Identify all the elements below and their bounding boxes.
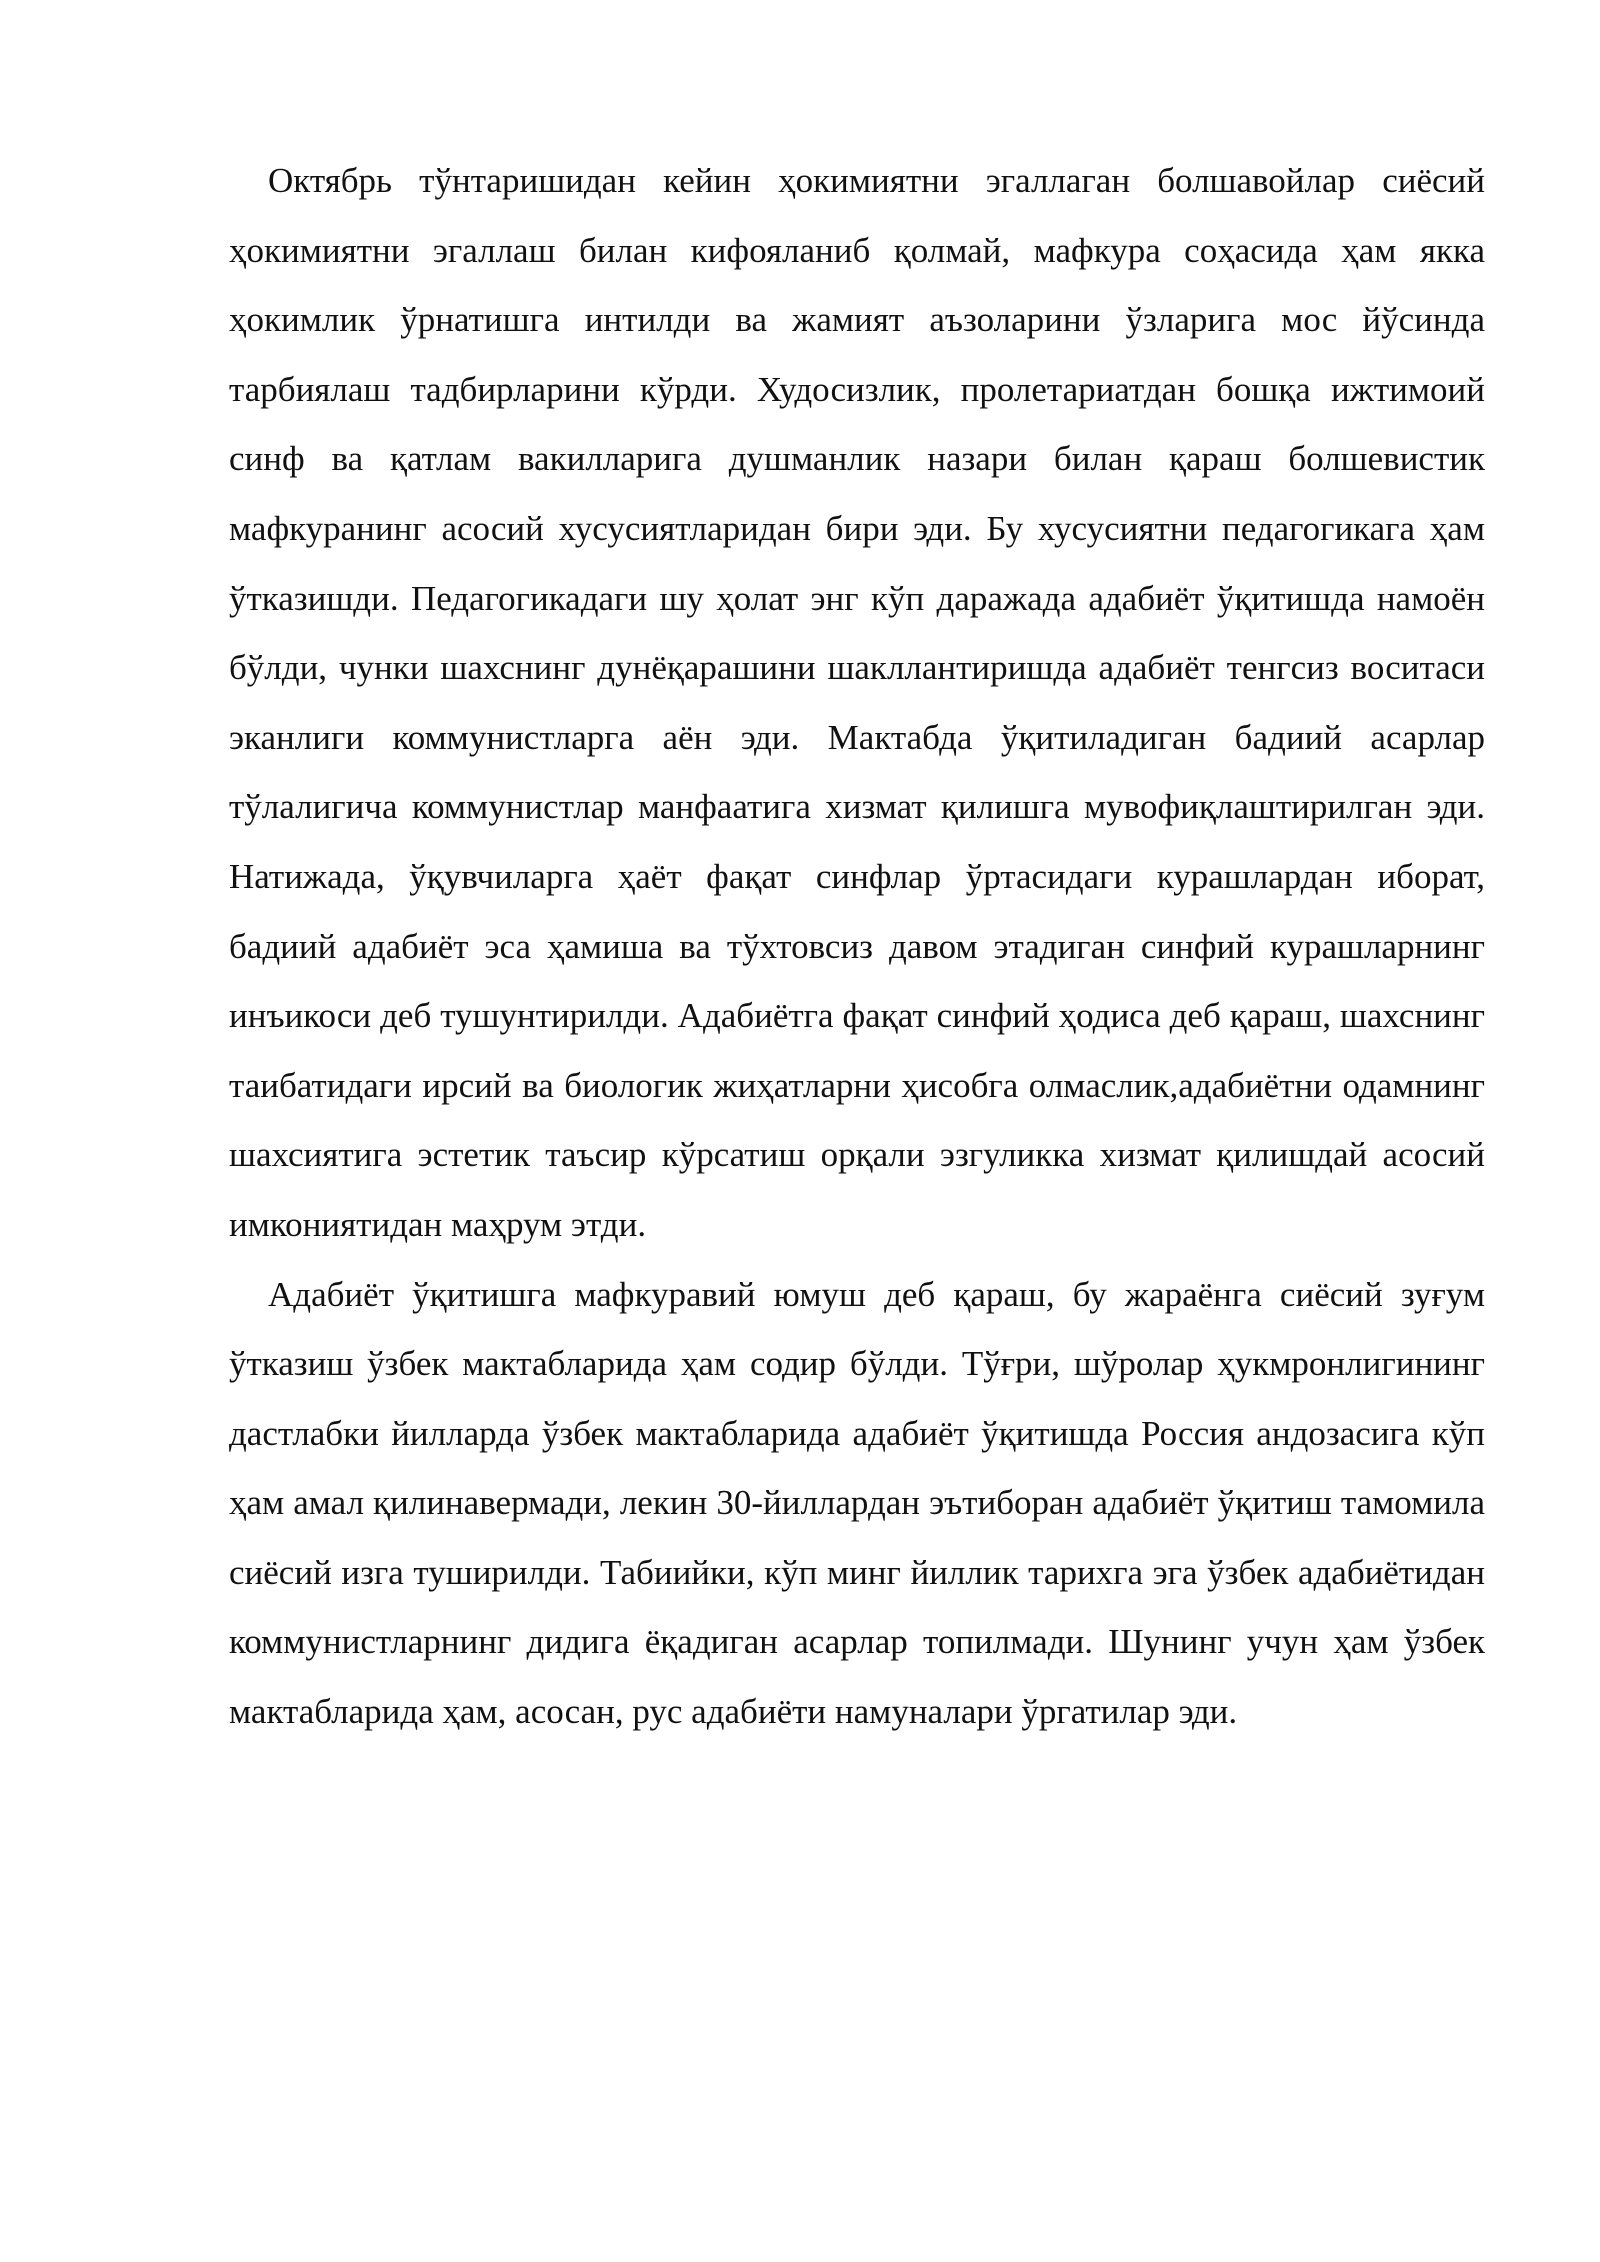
paragraph-1: Октябрь тўнтаришидан кейин ҳокимиятни эгаллаган болшавойлар сиёсий ҳокимиятни эгаллаш билан кифояланиб қолмай, мафкура соҳасида ҳам якка ҳокимлик ўрнатишга интилди ва жамият аъзоларини ўзларига мос йўсинда тарбиялаш тадбирларини кўрди. Худосизлик, пролетариатдан бошқа ижтимоий синф ва қатлам вакилларига душманлик назари билан қараш болшевистик мафкуранинг асосий хусусиятларидан бири эди. Бу хусусиятни педагогикага ҳам ўтказишди. Педагогикадаги шу ҳолат энг кўп даражада адабиёт ўқитишда намоён бўлди, чунки шахснинг дунёқарашини шакллантиришда адабиёт тенгсиз воситаси эканлиги коммунистларга аён эди. Мактабда ўқитиладиган бадиий асарлар тўлалигича коммунистлар манфаатига хизмат қилишга мувофиқлаштирилган эди. Натижада, ўқувчиларга ҳаёт фақат синфлар ўртасидаги курашлардан иборат, бадиий адабиёт эса ҳамиша ва тўхтовсиз давом этадиган синфий курашларнинг инъикоси деб тушунтирилди. Адабиётга фақат синфий ҳодиса деб қараш, шахснинг таибатидаги ирсий ва биологик жиҳатларни ҳисобга олмаслик,адабиётни одамнинг шахсиятига эстетик таъсир кўрсатиш орқали эзгуликка хизмат қилишдай асосий имкониятидан маҳрум этди. <box>229 161 1485 1244</box>
paragraph-2: Адабиёт ўқитишга мафкуравий юмуш деб қараш, бу жараёнга сиёсий зуғум ўтказиш ўзбек мактабларида ҳам содир бўлди. Тўғри, шўролар ҳукмронлигининг дастлабки йилларда ўзбек мактабларида адабиёт ўқитишда Россия андозасига кўп ҳам амал қилинавермади, лекин 30-йиллардан эътиборан адабиёт ўқитиш тамомила сиёсий изга туширилди. Табиийки, кўп минг йиллик тарихга эга ўзбек адабиётидан коммунистларнинг дидига ёқадиган асарлар топилмади. Шунинг учун ҳам ўзбек мактабларида ҳам, асосан, рус адабиёти намуналари ўргатилар эди. <box>229 1274 1485 1732</box>
document-body <box>229 146 1485 1747</box>
